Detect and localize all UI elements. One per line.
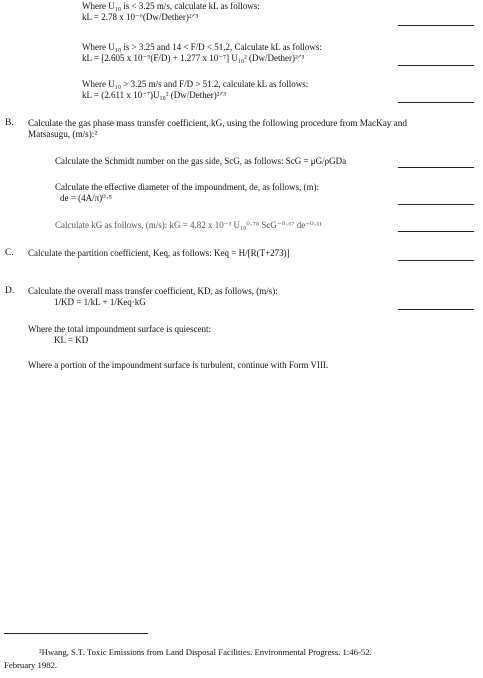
schmidt-number-step: Calculate the Schmidt number on the gas side, ScG, as follows: ScG = μG/ρGDa bbox=[55, 156, 347, 166]
footnote-rule bbox=[4, 633, 148, 634]
answer-blank-case1[interactable] bbox=[398, 25, 474, 26]
case3-formula: kL = (2.611 x 10⁻⁷)U₁₀² (Dw/Dether)²ᐟ³ bbox=[82, 90, 226, 100]
answer-blank-diameter[interactable] bbox=[398, 204, 474, 205]
quiescent-condition: Where the total impoundment surface is quiescent: bbox=[28, 324, 211, 334]
effective-diameter-formula: de = (4A/π)⁰·⁵ bbox=[60, 193, 112, 203]
section-c-letter: C. bbox=[5, 248, 14, 258]
section-b-heading-line1: Calculate the gas phase mass transfer coefficient, kG, using the following procedure from MacKay and bbox=[28, 118, 407, 128]
partition-coefficient-step: Calculate the partition coefficient, Keq, as follows: Keq = H/[R(T+273)] bbox=[28, 248, 290, 258]
answer-blank-keq[interactable] bbox=[398, 260, 474, 261]
turbulent-condition: Where a portion of the impoundment surface is turbulent, continue with Form VIII. bbox=[28, 360, 329, 370]
answer-blank-kd[interactable] bbox=[398, 309, 474, 310]
overall-mass-transfer-formula: 1/KD = 1/kL + 1/Keq·kG bbox=[54, 297, 146, 307]
section-b-letter: B. bbox=[5, 118, 14, 128]
kg-formula-step: Calculate kG as follows, (m/s): kG = 4.82 x 10⁻³ U₁₀⁰·⁷⁸ ScG⁻⁰·⁶⁷ de⁻⁰·¹¹ bbox=[55, 220, 323, 230]
answer-blank-case3[interactable] bbox=[398, 102, 474, 103]
footnote-line1: ²Hwang, S.T. Toxic Emissions from Land Disposal Facilities. Environmental Progress. 1:46-52. bbox=[39, 647, 372, 657]
case2-condition: Where U₁₀ is > 3.25 and 14 < F/D < 51.2, Calculate kL as follows: bbox=[82, 42, 322, 52]
section-d-letter: D. bbox=[5, 286, 15, 296]
footnote-line2: February 1982. bbox=[4, 660, 58, 670]
case1-formula: kL = 2.78 x 10⁻⁶(Dw/Dether)²ᐟ³ bbox=[82, 12, 199, 22]
answer-blank-case2[interactable] bbox=[398, 65, 474, 66]
answer-blank-kg[interactable] bbox=[398, 231, 474, 232]
case3-condition: Where U₁₀ > 3.25 m/s and F/D > 51.2, calculate kL as follows: bbox=[82, 79, 309, 89]
kl-equals-kd: KL = KD bbox=[54, 335, 89, 345]
section-b-heading-line2: Matsasugu, (m/s):² bbox=[28, 129, 98, 139]
case1-condition: Where U₁₀ is < 3.25 m/s, calculate kL as follows: bbox=[82, 1, 260, 11]
answer-blank-schmidt[interactable] bbox=[398, 167, 474, 168]
case2-formula: kL = [2.605 x 10⁻⁹(F/D) + 1.277 x 10⁻⁷] U₁₀² (Dw/Dether)²ᐟ³ bbox=[82, 53, 305, 63]
effective-diameter-step: Calculate the effective diameter of the impoundment, de, as follows, (m): bbox=[55, 182, 319, 192]
overall-mass-transfer-step: Calculate the overall mass transfer coefficient, KD, as follows, (m/s): bbox=[28, 286, 278, 296]
